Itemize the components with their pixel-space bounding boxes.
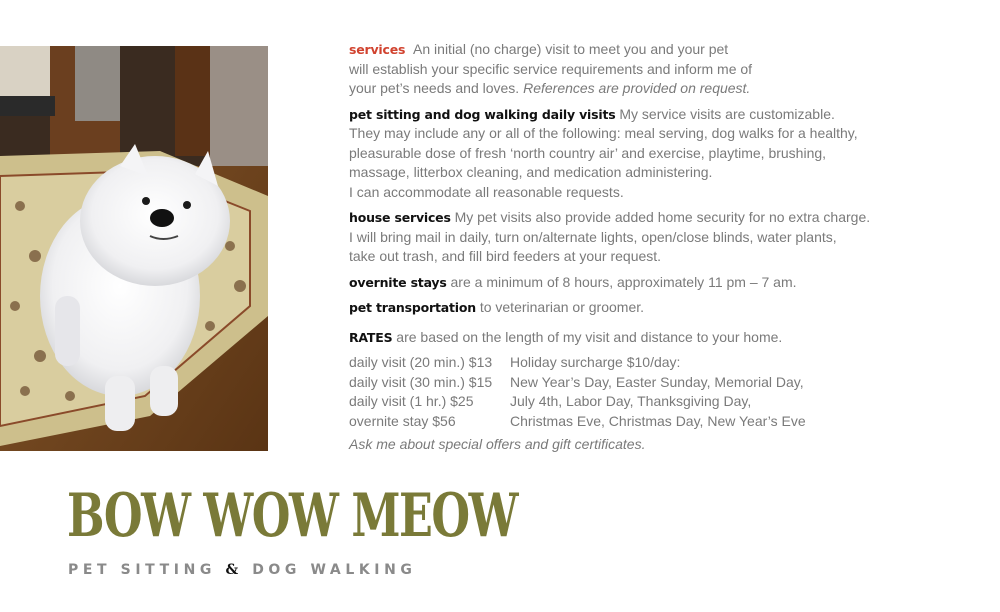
brand-tagline <box>68 562 417 578</box>
rate-item: overnite stay $56 <box>349 412 456 429</box>
rates-table <box>349 353 889 431</box>
services-text-line1: An initial (no charge) visit to meet you and your pet <box>413 41 729 57</box>
dog-photo <box>0 46 268 451</box>
rates-text: are based on the length of my visit and distance to your home. <box>396 328 783 345</box>
daily-visits-section <box>349 105 889 203</box>
rate-item: daily visit (1 hr.) $25 <box>349 393 474 409</box>
house-services-line3: take out trash, and fill bird feeders at your request. <box>349 248 662 264</box>
transportation-section <box>349 298 889 318</box>
ampersand: & <box>225 562 243 578</box>
dog-photo-icon <box>0 46 268 451</box>
services-text-line2: will establish your specific service requirements and inform me of <box>349 60 753 77</box>
house-services-heading: house services <box>349 210 451 225</box>
daily-visits-line3: pleasurable dose of fresh ‘north country air’ and exercise, playtime, brushing, <box>349 144 827 161</box>
rate-item: daily visit (30 min.) $15 <box>349 373 493 390</box>
services-heading: services <box>349 42 406 57</box>
rate-item: daily visit (20 min.) $13 <box>349 354 493 370</box>
tagline-part2: DOG WALKING <box>252 562 417 578</box>
transportation-text: to veterinarian or groomer. <box>479 299 645 315</box>
daily-visits-line4: massage, litterbox cleaning, and medication administering. <box>349 164 713 180</box>
daily-visits-heading: pet sitting and dog walking daily visits <box>349 106 616 122</box>
daily-visits-line2: They may include any or all of the following: meal serving, dog walks for a healthy, <box>349 125 858 141</box>
daily-visits-line5: I can accommodate all reasonable requests. <box>349 183 624 200</box>
house-services-line2: I will bring mail in daily, turn on/alternate lights, open/close blinds, water plants, <box>349 228 837 245</box>
holiday-line: New Year’s Day, Easter Sunday, Memorial Day, <box>510 373 804 390</box>
holiday-line: Christmas Eve, Christmas Day, New Year’s Eve <box>510 412 806 429</box>
holiday-line: July 4th, Labor Day, Thanksgiving Day, <box>510 393 752 409</box>
services-section <box>349 40 889 99</box>
services-copy <box>349 40 889 455</box>
overnite-section <box>349 273 889 293</box>
references-note: References are provided on request. <box>523 80 751 96</box>
transportation-heading: pet transportation <box>349 300 476 315</box>
house-services-section <box>349 208 889 267</box>
house-services-line1: My pet visits also provide added home security for no extra charge. <box>454 209 871 225</box>
holiday-line: Holiday surcharge $10/day: <box>510 354 681 370</box>
rates-heading: RATES <box>349 329 393 345</box>
brand-logo: BOW WOW MEOW <box>67 481 517 551</box>
special-offers-note: Ask me about special offers and gift certificates. <box>349 436 646 452</box>
overnite-heading: overnite stays <box>349 274 447 290</box>
tagline-part1: PET SITTING <box>68 562 216 578</box>
rates-section <box>349 328 889 348</box>
daily-visits-line1: My service visits are customizable. <box>619 105 835 122</box>
overnite-text: are a minimum of 8 hours, approximately 11 pm – 7 am. <box>450 273 797 290</box>
services-text-line3: your pet’s needs and loves. <box>349 80 520 96</box>
